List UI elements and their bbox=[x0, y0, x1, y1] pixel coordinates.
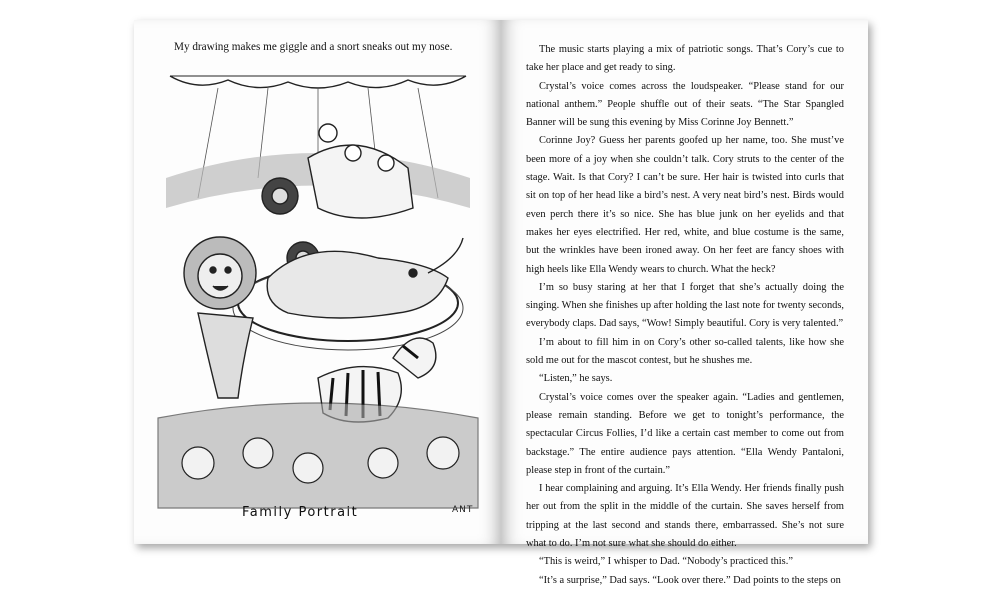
book-spread bbox=[134, 20, 868, 586]
left-page bbox=[134, 20, 501, 544]
right-page bbox=[501, 20, 868, 586]
illustration-title: Family Portrait bbox=[242, 505, 359, 520]
paragraph: The music starts playing a mix of patriotic songs. That’s Cory’s cue to take her place and get ready to sing. bbox=[526, 44, 844, 74]
paragraph: Corinne Joy? Guess her parents goofed up her name, too. She must’ve been more of a joy when she couldn’t talk. Cory struts to the center of the stage. Wait. Is that Cory? I can’t be sure. Her hair is twisted into curls that sit on top of her head like a bird’s nest. A very neat bird’s nest. Birds would even perch there it’s so nice. She has blue junk on her eyelids and that makes her eyes electrified. Her red, white, and blue costume is the same, but the wrinkles have been ironed away. On her feet are fancy shoes with high heels like Ella Wendy wears to church. What the heck? bbox=[526, 135, 844, 275]
paragraph: I’m so busy staring at her that I forget that she’s actually doing the singing. When she finishes up after holding the last note for twenty seconds, everybody claps. Dad says, “Wow! Simply beautiful. Cory is very talented.” bbox=[526, 281, 844, 330]
paragraph: Crystal’s voice comes across the loudspeaker. “Please stand for our national anthem.” People shuffle out of their seats. “The Star Spangled Banner will be sung this evening by Miss Corinne Joy Bennett.” bbox=[526, 80, 844, 129]
paragraph: “It’s a surprise,” Dad says. “Look over there.” Dad points to the steps on bbox=[539, 574, 841, 586]
paragraph: Crystal’s voice comes over the speaker again. “Ladies and gentlemen, please remain standing. Before we get to tonight’s performance, the spectacular Circus Follies, I’d like a certain cast member to come out from backstage.” The entire audience pays attention. “Ella Wendy Pantaloni, please step in front of the curtain.” bbox=[526, 391, 844, 476]
circus-illustration bbox=[158, 58, 478, 508]
paragraph: “This is weird,” I whisper to Dad. “Nobody’s practiced this.” bbox=[539, 556, 793, 568]
paragraph: “Listen,” he says. bbox=[539, 373, 613, 385]
illustration-caption: My drawing makes me giggle and a snort sneaks out my nose. bbox=[174, 41, 453, 53]
artist-signature: ANT bbox=[452, 505, 474, 515]
story-text bbox=[526, 41, 844, 590]
paragraph: I hear complaining and arguing. It’s Ella Wendy. Her friends finally push her out from the split in the middle of the curtain. She saves herself from tripping at the last second and stands there, embarrassed. She’s not sure what to do. I’m not sure what she should do either. bbox=[526, 483, 844, 550]
paragraph: I’m about to fill him in on Cory’s other so-called talents, like how she sold me out for the mascot contest, but he shushes me. bbox=[526, 336, 844, 367]
